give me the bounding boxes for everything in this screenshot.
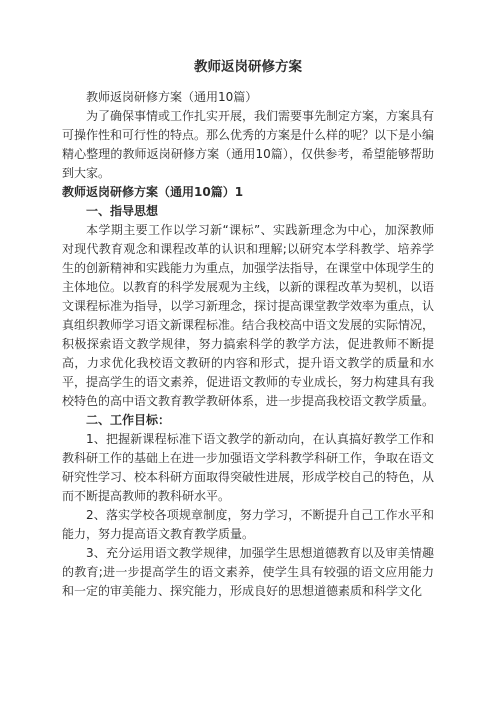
paragraph-guiding-ideology: 本学期主要工作以学习新“课标”、实践新理念为中心，加深教师对现代教育观念和课程改革的认识和理解;以研究本学科教学、培养学生的创新精神和实践能力为重点，加强学法指导，在课堂中体现学生的主体地位。以教育的科学发展观为主线，以新的课程改革为契机，以语文课程标准为指导，以学习新理念，探讨提高课堂教学效率为重点，认真组织教师学习语文新课程标准。结合我校高中语文发展的实际情况，积极探索语文教学规律，努力搞索科学的教学方法，促进教师不断提高，力求优化我校语文教研的内容和形式，提升语文教学的质量和水平，提高学生的语文素养，促进语文教师的专业成长，努力构建具有我校特色的高中语文教育教学教研体系，进一步提高我校语文教学质量。 [62,223,435,408]
paragraph-goal-1: 1、把握新课程标准下语文教学的新动向，在认真搞好教学工作和教科研工作的基础上在进一步加强语文学科教学科研工作，争取在语文研究性学习、校本科研方面取得突破性进展，形成学校自己的特色，从而不断提高教师的教科研水平。 [62,432,435,503]
heading-guiding-ideology: 一、指导思想 [86,204,159,218]
paragraph-goal-2: 2、落实学校各项规章制度，努力学习，不断提升自己工作水平和能力，努力提高语文教育教学质量。 [62,508,434,541]
section-title: 教师返岗研修方案（通用10篇）1 [62,185,244,199]
document-title: 教师返岗研修方案 [194,59,302,75]
heading-work-goals: 二、工作目标： [86,413,171,427]
intro-paragraph: 为了确保事情或工作扎实开展，我们需要事先制定方案，方案具有可操作性和可行性的特点。那么优秀的方案是什么样的呢？以下是小编精心整理的教师返岗研修方案（通用10篇），仅供参考，希望能够帮助到大家。 [62,109,435,180]
intro-line: 教师返岗研修方案（通用10篇） [86,90,258,104]
document-page [62,58,434,601]
paragraph-goal-3: 3、充分运用语文教学规律，加强学生思想道德教育以及审美情趣的教育;进一步提高学生的语文素养，使学生具有较强的语文应用能力和一定的审美能力、探究能力，形成良好的思想道德素质和科学文化 [62,546,434,598]
